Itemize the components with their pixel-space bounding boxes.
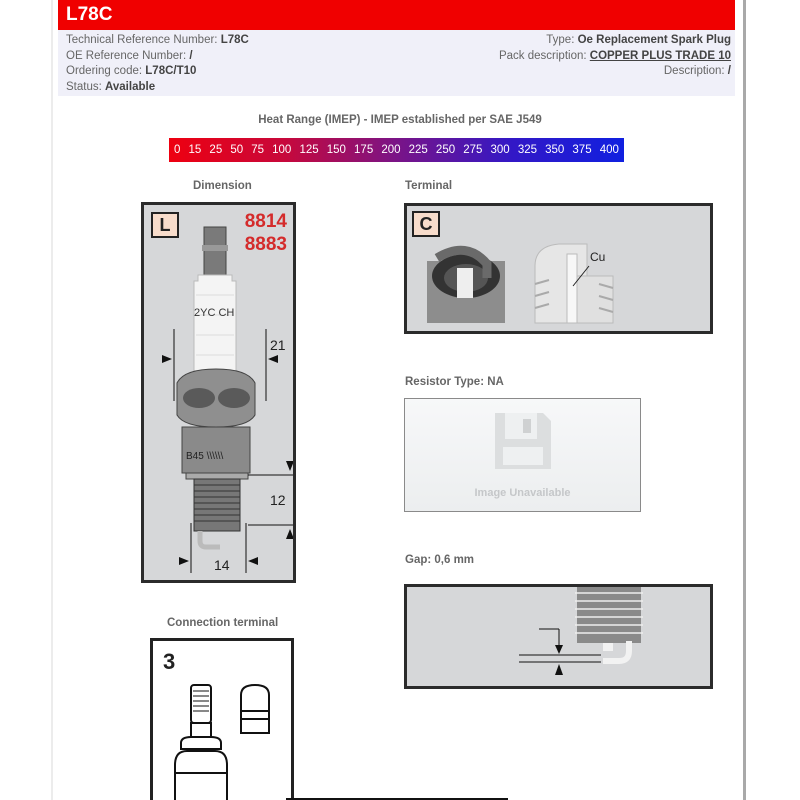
pack-description: Pack description: COPPER PLUS TRADE 10: [498, 49, 731, 62]
connection-terminal-label: Connection terminal: [167, 617, 279, 629]
terminal-badge: C: [412, 211, 440, 237]
gap-label: Gap: 0,6 mm: [405, 554, 475, 566]
reach-dimension: 12: [270, 492, 286, 508]
spark-gap-drawing: [407, 587, 710, 686]
dimension-panel: [141, 202, 296, 583]
dimension-badge: L: [151, 212, 179, 238]
connection-terminal-number: 3: [163, 649, 176, 674]
technical-reference: Technical Reference Number: L78C: [66, 34, 249, 46]
svg-text:B45 \\\\\\: B45 \\\\\\: [186, 451, 224, 462]
thread-dimension: 14: [214, 557, 230, 573]
type: Type: Oe Replacement Spark Plug: [546, 34, 731, 46]
svg-text:2YC CH: 2YC CH: [194, 307, 235, 319]
terminal-label: Terminal: [405, 180, 453, 192]
spark-plug-dimension-drawing: [144, 205, 293, 580]
page-left-border: [51, 0, 53, 800]
floppy-disk-icon: [491, 409, 555, 473]
pack-description-link[interactable]: COPPER PLUS TRADE 10: [589, 49, 731, 62]
copper-core-label: Cu: [590, 250, 606, 264]
page-right-border: [743, 0, 746, 800]
resistor-type-label: Resistor Type: NA: [405, 376, 504, 388]
part-numbers: 8814 8883: [244, 211, 287, 255]
status: Status: Available: [66, 80, 156, 93]
heat-range-scale: 0 15 25 50 75 100 125 150 175 200 225 250 275 300 325 350 375 400: [169, 138, 624, 162]
gap-panel: [404, 584, 713, 689]
info-left-column: [66, 33, 249, 95]
electrode-tip-drawing: [407, 206, 710, 331]
ordering-code: Ordering code: L78C/T10: [66, 65, 197, 78]
info-right-column: [499, 33, 731, 80]
image-unavailable-placeholder: Image Unavailable: [404, 398, 641, 512]
hex-size-dimension: 21: [270, 337, 286, 353]
terminal-nut-drawing: [153, 641, 291, 800]
connection-terminal-panel: [150, 638, 294, 800]
product-title: L78C: [58, 0, 735, 30]
dimension-label: Dimension: [193, 180, 252, 192]
status-badge: Available: [105, 80, 156, 93]
oe-reference: OE Reference Number: /: [66, 49, 193, 62]
terminal-panel: [404, 203, 713, 334]
description: Description: /: [663, 65, 731, 78]
product-info-panel: [58, 30, 735, 96]
heat-range-title: Heat Range (IMEP) - IMEP established per SAE J549: [258, 114, 542, 126]
